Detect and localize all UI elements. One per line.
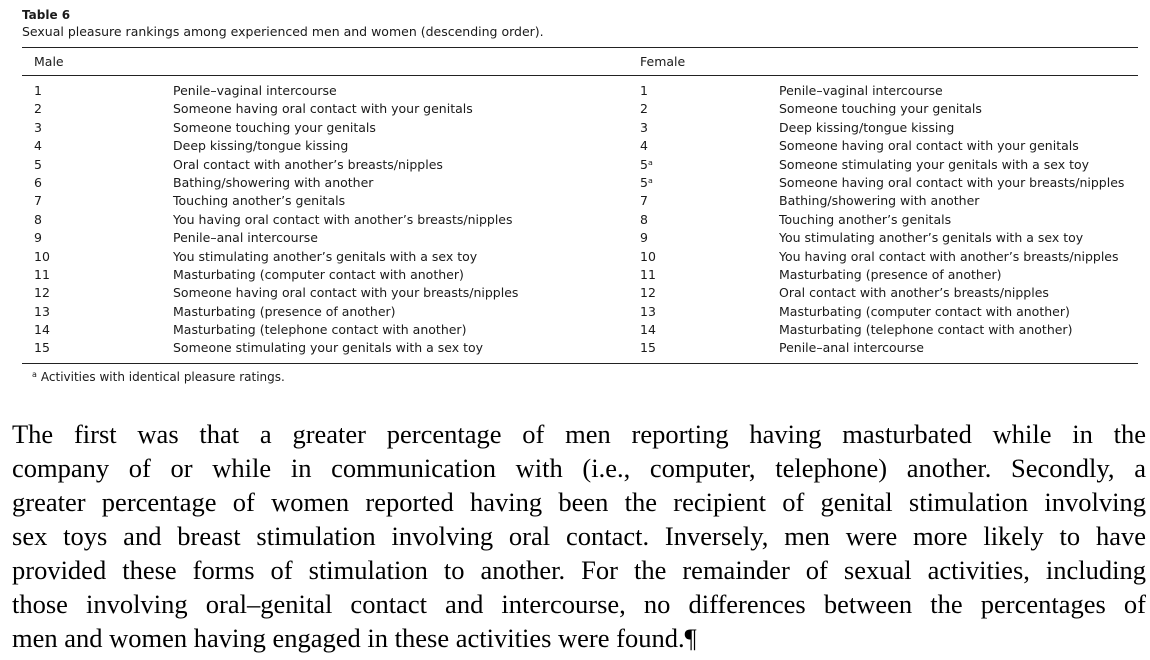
header-male: Male — [34, 54, 64, 69]
table-row — [22, 266, 1138, 284]
table-row — [22, 82, 1138, 100]
header-female: Female — [640, 54, 686, 69]
table-row — [22, 284, 1138, 302]
male-rank: 8 — [34, 211, 42, 227]
table-row — [22, 321, 1138, 339]
female-activity: Someone having oral contact with your breasts/nipples — [779, 174, 1125, 190]
table-row — [22, 100, 1138, 118]
male-rank: 3 — [34, 119, 42, 135]
male-rank: 13 — [34, 303, 50, 319]
male-activity: Someone touching your genitals — [173, 119, 376, 135]
male-rank: 15 — [34, 340, 50, 356]
male-activity: Touching another’s genitals — [173, 193, 346, 209]
paragraph-line: The first was that a greater percentage of men reporting having masturbated while in the — [12, 419, 1146, 449]
male-rank: 11 — [34, 266, 50, 282]
female-activity: Someone touching your genitals — [779, 101, 982, 117]
table-row — [22, 156, 1138, 174]
table-row — [22, 192, 1138, 210]
table-row — [22, 229, 1138, 247]
male-activity: Penile–anal intercourse — [173, 230, 318, 246]
table-bottom-rule — [22, 363, 1138, 364]
female-rank: 9 — [640, 230, 648, 246]
paragraph-line: those involving oral–genital contact and intercourse, no differences between the percentages of — [12, 589, 1146, 619]
male-rank: 7 — [34, 193, 42, 209]
footnote-text: Activities with identical pleasure ratings. — [40, 369, 285, 384]
paragraph-line: sex toys and breast stimulation involving oral contact. Inversely, men were more likely to have — [12, 521, 1146, 551]
female-rank: 3 — [640, 119, 648, 135]
female-rank: 8 — [640, 211, 648, 227]
female-activity: Touching another’s genitals — [779, 211, 952, 227]
female-rank: 1 — [640, 83, 648, 98]
male-activity: You stimulating another’s genitals with a sex toy — [173, 248, 478, 264]
male-activity: Deep kissing/tongue kissing — [173, 138, 349, 154]
female-rank: 13 — [640, 303, 656, 319]
female-activity: Bathing/showering with another — [779, 193, 980, 209]
female-rank: 15 — [640, 340, 656, 356]
paragraph-line: provided these forms of stimulation to another. For the remainder of sexual activities, including — [12, 555, 1146, 585]
male-activity: Bathing/showering with another — [173, 174, 374, 190]
male-activity: Someone stimulating your genitals with a sex toy — [173, 340, 484, 356]
table-row — [22, 119, 1138, 137]
paragraph-line: men and women having engaged in these activities were found.¶ — [12, 623, 697, 653]
female-rank: 7 — [640, 193, 648, 209]
table-footnote — [22, 370, 1138, 384]
paragraph-line: greater percentage of women reported having been the recipient of genital stimulation involving — [12, 487, 1146, 517]
female-activity: Someone having oral contact with your genitals — [779, 138, 1079, 154]
male-activity: Someone having oral contact with your genitals — [173, 101, 473, 117]
table-label: Table 6 — [22, 8, 71, 22]
paragraph-line: company of or while in communication with (i.e., computer, telephone) another. Secondly, a — [12, 453, 1146, 483]
female-activity: Oral contact with another’s breasts/nipples — [779, 285, 1049, 301]
table-row — [22, 174, 1138, 192]
male-rank: 10 — [34, 248, 50, 264]
male-rank: 6 — [34, 174, 42, 190]
table-row — [22, 248, 1138, 266]
female-activity: Masturbating (computer contact with another) — [779, 303, 1070, 319]
male-activity: Masturbating (computer contact with another) — [173, 266, 464, 282]
footnote-marker: a — [32, 369, 37, 379]
female-rank: 10 — [640, 248, 656, 264]
male-rank: 12 — [34, 285, 50, 301]
table-row — [22, 303, 1138, 321]
male-activity: Penile–vaginal intercourse — [173, 83, 337, 98]
male-rank: 1 — [34, 83, 42, 98]
male-rank: 4 — [34, 138, 42, 154]
male-rank: 2 — [34, 101, 42, 117]
female-rank: 2 — [640, 101, 648, 117]
female-activity: Masturbating (presence of another) — [779, 266, 1002, 282]
table-header-row — [22, 48, 1138, 75]
table-caption: Sexual pleasure rankings among experienced men and women (descending order). — [22, 24, 544, 39]
female-activity: You having oral contact with another’s breasts/nipples — [779, 248, 1119, 264]
male-rank: 9 — [34, 230, 42, 246]
table-row — [22, 211, 1138, 229]
female-activity: Penile–vaginal intercourse — [779, 83, 943, 98]
female-activity: Penile–anal intercourse — [779, 340, 924, 356]
female-activity: You stimulating another’s genitals with a sex toy — [779, 230, 1084, 246]
male-activity: Someone having oral contact with your breasts/nipples — [173, 285, 519, 301]
table-row — [22, 137, 1138, 155]
female-rank: 5ᵃ — [640, 156, 653, 172]
body-paragraph — [12, 417, 1146, 655]
female-rank: 5ᵃ — [640, 174, 653, 190]
table-body — [22, 76, 1138, 358]
female-rank: 11 — [640, 266, 656, 282]
table-6 — [22, 8, 1138, 384]
female-activity: Someone stimulating your genitals with a sex toy — [779, 156, 1090, 172]
female-rank: 12 — [640, 285, 656, 301]
male-activity: Masturbating (presence of another) — [173, 303, 396, 319]
male-activity: Masturbating (telephone contact with another) — [173, 322, 467, 338]
male-rank: 5 — [34, 156, 42, 172]
female-activity: Deep kissing/tongue kissing — [779, 119, 955, 135]
female-rank: 4 — [640, 138, 648, 154]
male-activity: Oral contact with another’s breasts/nipples — [173, 156, 443, 172]
male-activity: You having oral contact with another’s breasts/nipples — [173, 211, 513, 227]
male-rank: 14 — [34, 322, 50, 338]
table-row — [22, 339, 1138, 357]
female-activity: Masturbating (telephone contact with another) — [779, 322, 1073, 338]
female-rank: 14 — [640, 322, 656, 338]
